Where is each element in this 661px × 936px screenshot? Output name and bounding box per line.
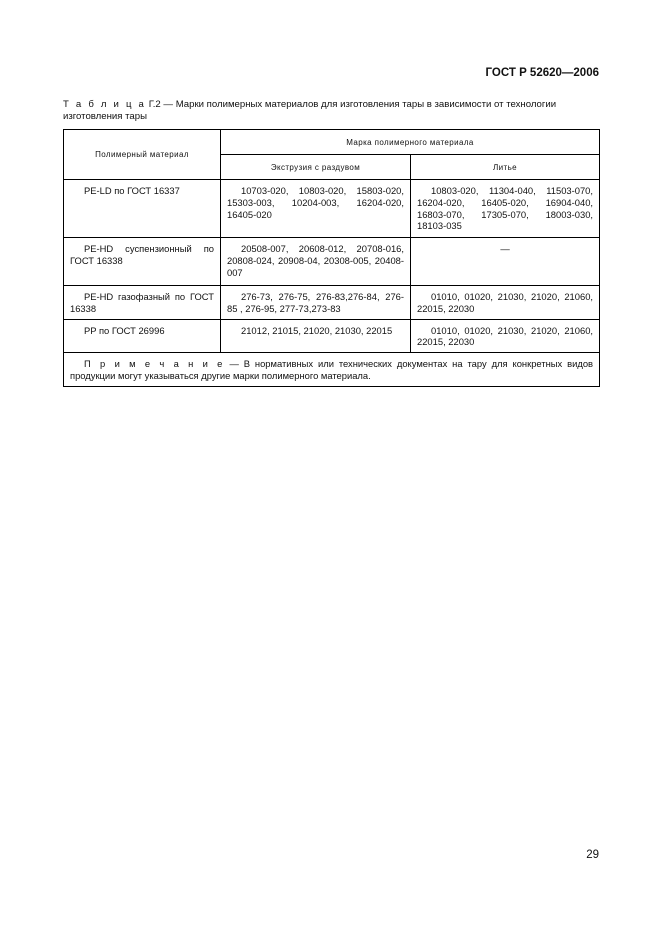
table-row: [64, 286, 600, 320]
cell-material: PE-LD по ГОСТ 16337: [64, 180, 221, 238]
table-note: [64, 353, 600, 387]
header-grade: Марка полимерного материала: [221, 130, 600, 155]
header-material: Полимерный материал: [64, 130, 221, 180]
cell-casting: 10803-020, 11304-040, 11503-070, 16204-020, 16405-020, 16904-040, 16803-070, 17305-070, 18003-030, 18103-035: [411, 180, 600, 238]
cell-material: PP по ГОСТ 26996: [64, 319, 221, 353]
cell-casting: —: [411, 238, 600, 286]
table-row: [64, 319, 600, 353]
cell-casting: 01010, 01020, 21030, 21020, 21060, 22015, 22030: [411, 286, 600, 320]
cell-extrusion: 20508-007, 20608-012, 20708-016, 20808-024, 20908-04, 20308-005, 20408-007: [221, 238, 411, 286]
table-row: [64, 238, 600, 286]
table-header-row: [64, 130, 600, 155]
caption-text: Г.2 — Марки полимерных материалов для изготовления тары в зависимости от технологии изготовления тары: [63, 99, 557, 122]
note-text: — В нормативных или технических документах на тару для конкретных видов продукции могут указываться другие марки полимерного материала.: [70, 358, 594, 381]
header-casting: Литье: [411, 155, 600, 180]
header-extrusion: Экструзия с раздувом: [221, 155, 411, 180]
table-note-row: [64, 353, 600, 387]
standard-number: ГОСТ Р 52620—2006: [485, 67, 599, 79]
cell-material: PE-HD газофазный по ГОСТ 16338: [64, 286, 221, 320]
page-number: 29: [586, 849, 599, 861]
note-prefix: П р и м е ч а н и е: [84, 358, 225, 370]
cell-extrusion: 10703-020, 10803-020, 15803-020, 15303-003, 10204-003, 16204-020, 16405-020: [221, 180, 411, 238]
materials-table: [63, 129, 600, 387]
cell-extrusion: 276-73, 276-75, 276-83,276-84, 276-85 , 276-95, 277-73,273-83: [221, 286, 411, 320]
table-caption: [63, 99, 599, 123]
table-row: [64, 180, 600, 238]
cell-extrusion: 21012, 21015, 21020, 21030, 22015: [221, 319, 411, 353]
cell-casting: 01010, 01020, 21030, 21020, 21060, 22015, 22030: [411, 319, 600, 353]
caption-prefix: Т а б л и ц а: [63, 99, 147, 110]
cell-material: PE-HD суспензионный по ГОСТ 16338: [64, 238, 221, 286]
